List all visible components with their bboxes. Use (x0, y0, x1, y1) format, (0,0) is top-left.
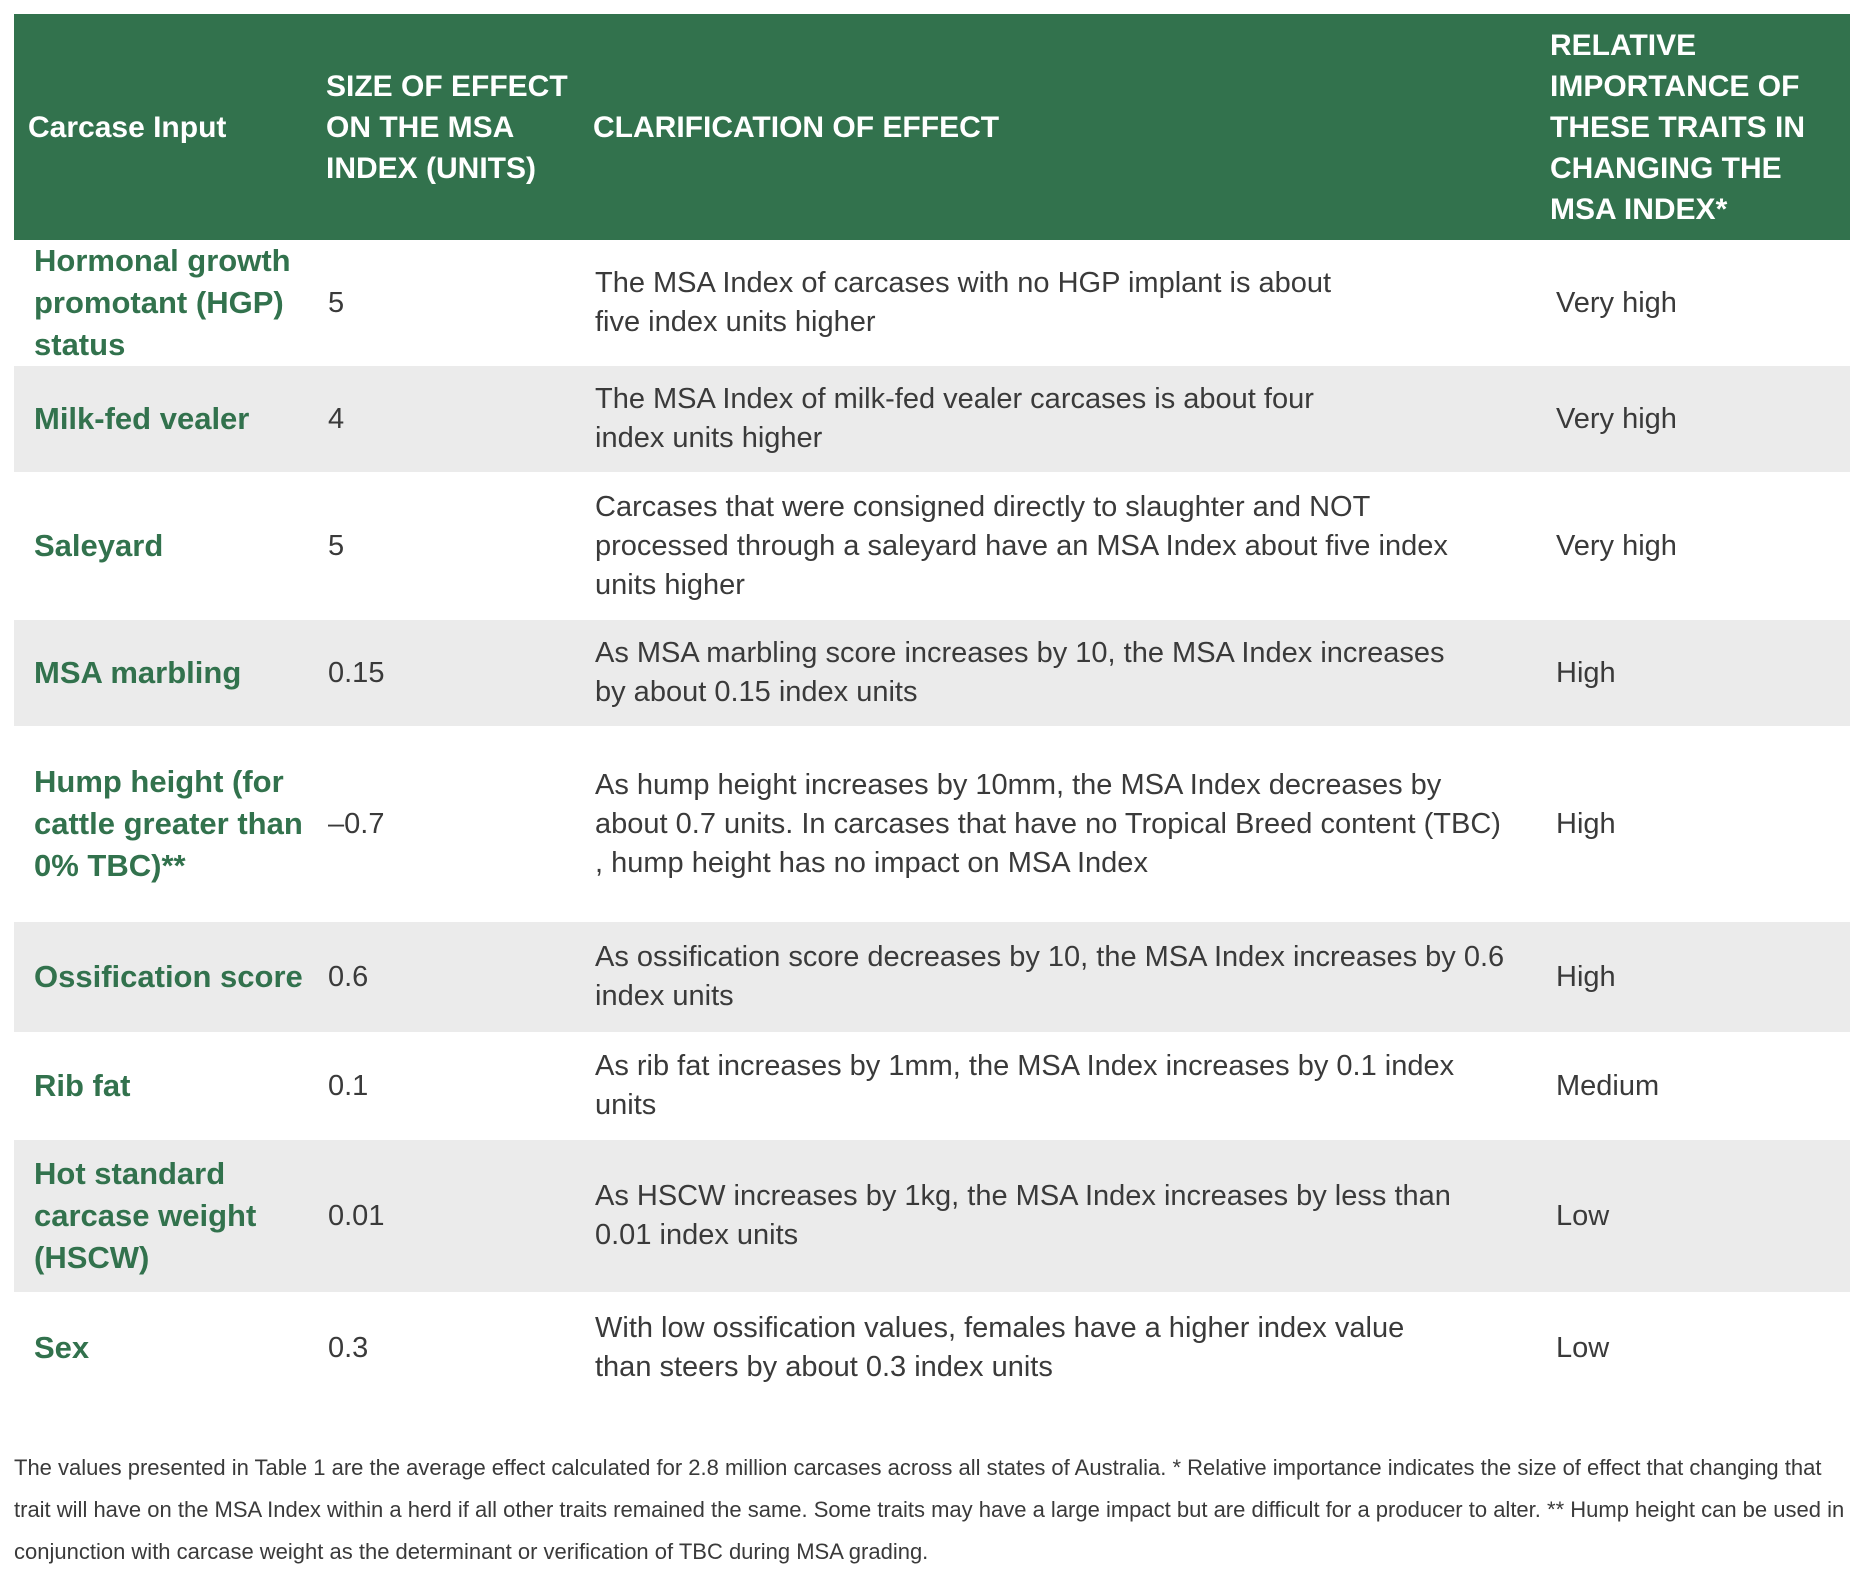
importance-cell: Very high (1536, 366, 1850, 472)
size-of-effect-cell: –0.7 (314, 726, 579, 922)
clarification-cell (579, 620, 1536, 726)
importance-cell: High (1536, 726, 1850, 922)
table-body (14, 240, 1850, 1404)
clarification-cell (579, 922, 1536, 1032)
clarification-cell (579, 366, 1536, 472)
importance-cell: High (1536, 922, 1850, 1032)
clarification-cell (579, 472, 1536, 620)
msa-index-table-container (14, 14, 1850, 1404)
clarification-cell (579, 726, 1536, 922)
clarification-text: As HSCW increases by 1kg, the MSA Index increases by less than 0.01 index units (595, 1180, 1451, 1251)
clarification-cell (579, 1292, 1536, 1404)
size-of-effect-cell: 4 (314, 366, 579, 472)
importance-cell: Low (1536, 1292, 1850, 1404)
carcase-input-cell: Rib fat (14, 1032, 314, 1140)
carcase-input-cell: Sex (14, 1292, 314, 1404)
clarification-text: As MSA marbling score increases by 10, the MSA Index increases by about 0.15 index units (595, 637, 1445, 708)
table-row (14, 472, 1850, 620)
clarification-text: The MSA Index of carcases with no HGP implant is about five index units higher (595, 267, 1332, 338)
importance-cell: Medium (1536, 1032, 1850, 1140)
carcase-input-cell: Hormonal growth promotant (HGP) status (14, 240, 314, 366)
header-row (14, 14, 1850, 240)
table-row (14, 620, 1850, 726)
carcase-input-cell: Ossification score (14, 922, 314, 1032)
clarification-text: As ossification score decreases by 10, the MSA Index increases by 0.6 index units (595, 941, 1505, 1012)
importance-cell: Very high (1536, 240, 1850, 366)
size-of-effect-cell: 0.01 (314, 1140, 579, 1292)
size-of-effect-cell: 5 (314, 240, 579, 366)
table-row (14, 366, 1850, 472)
carcase-input-cell: MSA marbling (14, 620, 314, 726)
msa-index-table (14, 14, 1850, 1404)
header-clarification: CLARIFICATION OF EFFECT (579, 14, 1536, 240)
clarification-text: The MSA Index of milk-fed vealer carcases is about four index units higher (595, 383, 1314, 454)
size-of-effect-cell: 5 (314, 472, 579, 620)
clarification-text: As rib fat increases by 1mm, the MSA Index increases by 0.1 index units (595, 1050, 1455, 1121)
clarification-cell (579, 240, 1536, 366)
table-row (14, 240, 1850, 366)
header-relative-importance: RELATIVE IMPORTANCE OF THESE TRAITS IN CHANGING THE MSA INDEX* (1536, 14, 1850, 240)
table-row (14, 1292, 1850, 1404)
size-of-effect-cell: 0.3 (314, 1292, 579, 1404)
importance-cell: Low (1536, 1140, 1850, 1292)
carcase-input-cell: Milk-fed vealer (14, 366, 314, 472)
table-footnote: The values presented in Table 1 are the average effect calculated for 2.8 million carcases across all states of Australia. * Relative importance indicates the size of effect that changing that trait will have on the MSA Index within a herd if all other traits remained the same. Some traits may have a large impact but are difficult for a producer to alter. ** Hump height can be used in conjunction with carcase weight as the determinant or verification of TBC during MSA grading. (14, 1455, 1845, 1564)
clarification-cell (579, 1140, 1536, 1292)
importance-cell: Very high (1536, 472, 1850, 620)
table-header (14, 14, 1850, 240)
size-of-effect-cell: 0.6 (314, 922, 579, 1032)
carcase-input-cell: Hump height (for cattle greater than 0% TBC)** (14, 726, 314, 922)
header-carcase-input: Carcase Input (14, 14, 314, 240)
table-row (14, 726, 1850, 922)
table-row (14, 1032, 1850, 1140)
header-size-of-effect: SIZE OF EFFECT ON THE MSA INDEX (UNITS) (314, 14, 579, 240)
size-of-effect-cell: 0.15 (314, 620, 579, 726)
clarification-text: With low ossification values, females have a higher index value than steers by about 0.3 index units (595, 1312, 1405, 1383)
clarification-cell (579, 1032, 1536, 1140)
carcase-input-cell: Saleyard (14, 472, 314, 620)
size-of-effect-cell: 0.1 (314, 1032, 579, 1140)
table-row (14, 922, 1850, 1032)
carcase-input-cell: Hot standard carcase weight (HSCW) (14, 1140, 314, 1292)
clarification-text: Carcases that were consigned directly to slaughter and NOT processed through a saleyard have an MSA Index about five index units higher (595, 490, 1448, 601)
clarification-text: As hump height increases by 10mm, the MSA Index decreases by about 0.7 units. In carcases that have no Tropical Breed content (TBC) , hump height has no impact on MSA Index (595, 768, 1501, 879)
table-row (14, 1140, 1850, 1292)
importance-cell: High (1536, 620, 1850, 726)
